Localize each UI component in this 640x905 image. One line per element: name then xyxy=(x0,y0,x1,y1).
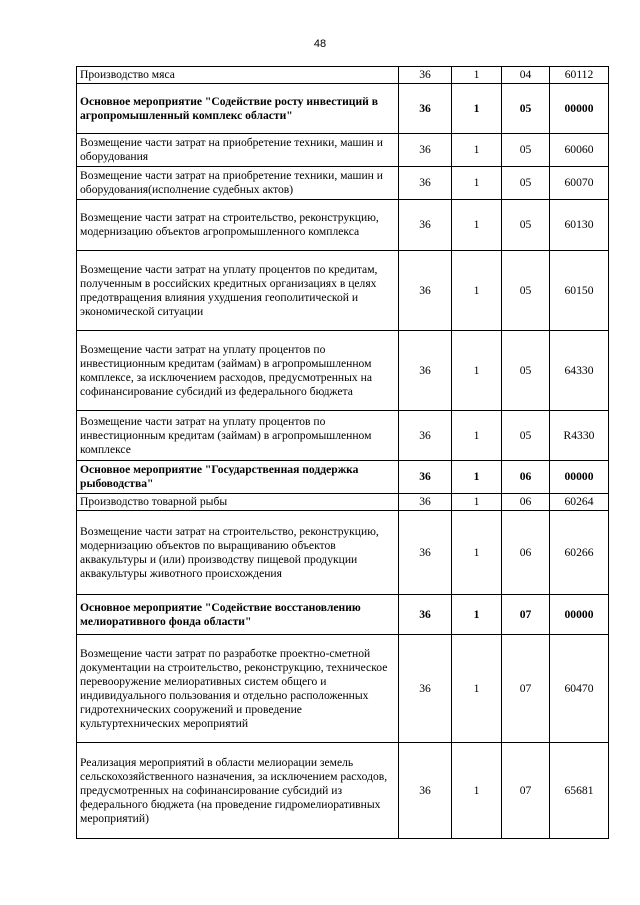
row-subsection-code: 05 xyxy=(502,167,550,200)
table-body xyxy=(77,67,609,839)
table-row xyxy=(77,67,609,84)
row-subsection-code: 05 xyxy=(502,251,550,331)
row-target-code: 60266 xyxy=(550,511,609,595)
budget-classification-table xyxy=(76,66,609,839)
row-ministry-code: 36 xyxy=(399,595,452,635)
row-ministry-code: 36 xyxy=(399,511,452,595)
row-subsection-code: 06 xyxy=(502,494,550,511)
row-ministry-code: 36 xyxy=(399,251,452,331)
row-name: Возмещение части затрат на уплату процентов по кредитам, полученным в российских кредитных организациях в целях предотвращения влияния ухудшения геополитической и экономической ситуации xyxy=(77,251,399,331)
row-name: Производство товарной рыбы xyxy=(77,494,399,511)
row-section-code: 1 xyxy=(452,251,502,331)
row-section-code: 1 xyxy=(452,167,502,200)
row-subsection-code: 07 xyxy=(502,635,550,743)
row-section-code: 1 xyxy=(452,84,502,134)
row-name: Основное мероприятие "Государственная поддержка рыбоводства" xyxy=(77,461,399,494)
row-subsection-code: 05 xyxy=(502,200,550,251)
row-section-code: 1 xyxy=(452,511,502,595)
row-ministry-code: 36 xyxy=(399,84,452,134)
table-row xyxy=(77,331,609,411)
table-row xyxy=(77,411,609,461)
row-section-code: 1 xyxy=(452,411,502,461)
row-section-code: 1 xyxy=(452,494,502,511)
table-row xyxy=(77,511,609,595)
row-subsection-code: 06 xyxy=(502,461,550,494)
row-section-code: 1 xyxy=(452,67,502,84)
table-row xyxy=(77,200,609,251)
row-target-code: 00000 xyxy=(550,595,609,635)
table-row xyxy=(77,635,609,743)
row-ministry-code: 36 xyxy=(399,635,452,743)
row-ministry-code: 36 xyxy=(399,167,452,200)
row-subsection-code: 05 xyxy=(502,331,550,411)
row-name: Основное мероприятие "Содействие восстановлению мелиоративного фонда области" xyxy=(77,595,399,635)
table-row xyxy=(77,251,609,331)
row-name: Производство мяса xyxy=(77,67,399,84)
row-subsection-code: 04 xyxy=(502,67,550,84)
row-target-code: 64330 xyxy=(550,331,609,411)
row-target-code: 60470 xyxy=(550,635,609,743)
row-target-code: 00000 xyxy=(550,461,609,494)
row-subsection-code: 05 xyxy=(502,411,550,461)
row-target-code: 60060 xyxy=(550,134,609,167)
row-name: Возмещение части затрат на уплату процентов по инвестиционным кредитам (займам) в агропромышленном комплексе xyxy=(77,411,399,461)
row-name: Возмещение части затрат на строительство, реконструкцию, модернизацию объектов по выращиванию объектов аквакультуры и (или) производству пищевой продукции аквакультуры животного происхождения xyxy=(77,511,399,595)
row-section-code: 1 xyxy=(452,331,502,411)
row-name: Возмещение части затрат на приобретение техники, машин и оборудования xyxy=(77,134,399,167)
row-subsection-code: 06 xyxy=(502,511,550,595)
page-number: 48 xyxy=(313,38,327,50)
row-target-code: 00000 xyxy=(550,84,609,134)
row-target-code: 60070 xyxy=(550,167,609,200)
row-section-code: 1 xyxy=(452,200,502,251)
row-section-code: 1 xyxy=(452,461,502,494)
row-target-code: 65681 xyxy=(550,743,609,839)
table-row xyxy=(77,461,609,494)
row-target-code: 60130 xyxy=(550,200,609,251)
row-name: Реализация мероприятий в области мелиорации земель сельскохозяйственного назначения, за исключением расходов, предусмотренных на софинансирование субсидий из федерального бюджета (на проведение гидромелиоративных мероприятий) xyxy=(77,743,399,839)
row-section-code: 1 xyxy=(452,635,502,743)
row-target-code: 60150 xyxy=(550,251,609,331)
row-ministry-code: 36 xyxy=(399,411,452,461)
table-row xyxy=(77,84,609,134)
row-ministry-code: 36 xyxy=(399,134,452,167)
table-row xyxy=(77,167,609,200)
table-row xyxy=(77,743,609,839)
row-ministry-code: 36 xyxy=(399,461,452,494)
row-section-code: 1 xyxy=(452,743,502,839)
row-section-code: 1 xyxy=(452,134,502,167)
row-section-code: 1 xyxy=(452,595,502,635)
row-target-code: R4330 xyxy=(550,411,609,461)
row-ministry-code: 36 xyxy=(399,494,452,511)
table-row xyxy=(77,494,609,511)
table-row xyxy=(77,595,609,635)
row-subsection-code: 07 xyxy=(502,743,550,839)
row-name: Возмещение части затрат на приобретение техники, машин и оборудования(исполнение судебных актов) xyxy=(77,167,399,200)
row-subsection-code: 07 xyxy=(502,595,550,635)
row-ministry-code: 36 xyxy=(399,200,452,251)
row-name: Возмещение части затрат на строительство, реконструкцию, модернизацию объектов агропромышленного комплекса xyxy=(77,200,399,251)
row-subsection-code: 05 xyxy=(502,84,550,134)
row-ministry-code: 36 xyxy=(399,67,452,84)
row-subsection-code: 05 xyxy=(502,134,550,167)
row-name: Основное мероприятие "Содействие росту инвестиций в агропромышленный комплекс области" xyxy=(77,84,399,134)
row-ministry-code: 36 xyxy=(399,331,452,411)
row-name: Возмещение части затрат по разработке проектно-сметной документации на строительство, реконструкцию, техническое перевооружение мелиоративных систем общего и индивидуального пользования и отдельно расположенных гидротехнических сооружений и проведение культуртехнических мероприятий xyxy=(77,635,399,743)
table-row xyxy=(77,134,609,167)
row-target-code: 60112 xyxy=(550,67,609,84)
row-target-code: 60264 xyxy=(550,494,609,511)
row-name: Возмещение части затрат на уплату процентов по инвестиционным кредитам (займам) в агропромышленном комплексе, за исключением расходов, предусмотренных на софинансирование субсидий из федерального бюджета xyxy=(77,331,399,411)
row-ministry-code: 36 xyxy=(399,743,452,839)
